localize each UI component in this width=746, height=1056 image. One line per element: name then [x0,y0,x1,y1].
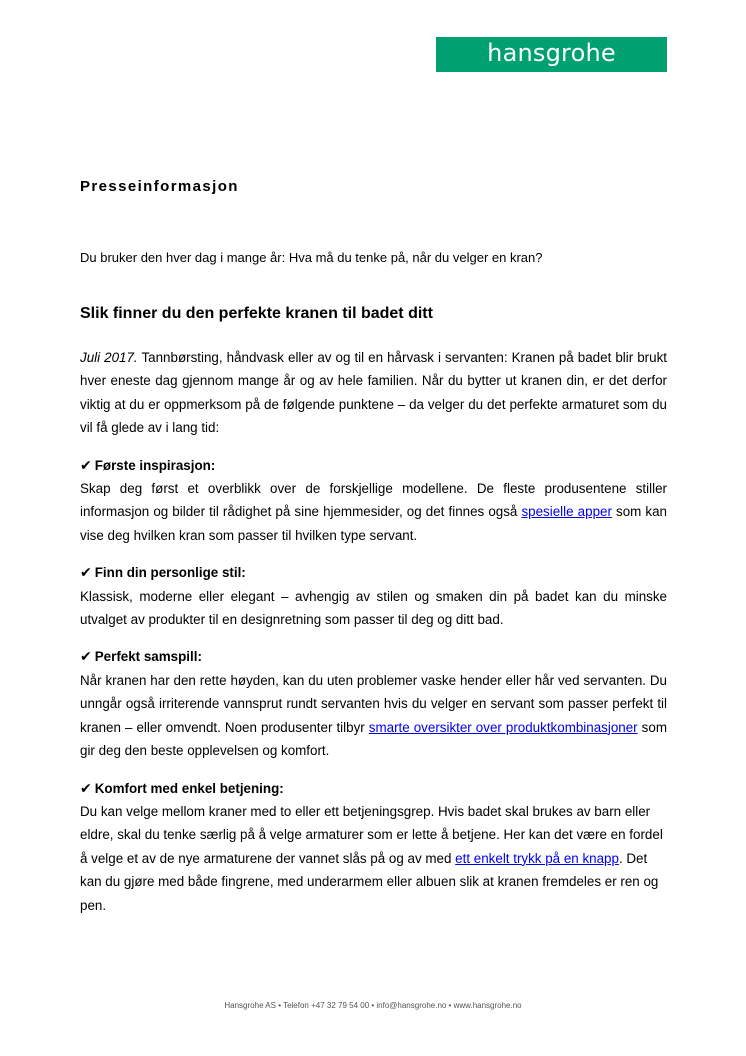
intro-text: Tannbørsting, håndvask eller av og til en hårvask i servanten: Kranen på badet blir brukt hver eneste dag gjennom mange år og av hele familien. Når du bytter ut kranen din, er det derfor viktig at du er oppmerksom på de følgende punktene – da velger du det perfekte armaturet som du vil få glede av i lang tid: [80,350,668,436]
single-press-link[interactable]: ett enkelt trykk på en knapp [455,850,619,866]
lead-text: Du bruker den hver dag i mange år: Hva må du tenke på, når du velger en kran? [80,250,543,265]
article-body [80,346,667,917]
checkmark-icon: ✔ [80,456,92,473]
product-combinations-link[interactable]: smarte oversikter over produktkombinasjoner [368,719,638,735]
section-title-text: Perfekt samspill: [94,649,202,665]
footer-contact: Hansgrohe AS • Telefon +47 32 79 54 00 • info@hansgrohe.no • www.hansgrohe.no [224,1001,522,1010]
headline: Slik finner du den perfekte kranen til badet ditt [80,305,433,322]
section-personal-style [80,561,667,631]
special-apps-link[interactable]: spesielle apper [521,504,612,520]
section-title-text: Første inspirasjon: [94,457,216,473]
checkmark-icon: ✔ [80,564,92,581]
intro-paragraph [80,346,667,440]
section-text [80,669,667,763]
section-text-after: som kan vise deg hvilken kran som passer til hvilken type servant. [80,504,668,543]
section-text-before: Skap deg først et overblikk over de forskjellige modellene. De fleste produsentene stiller informasjon og bilder til rådighet på sine hjemmesider, og det finnes også [80,481,667,520]
section-text [80,477,667,547]
section-first-inspiration [80,454,667,548]
intro-date: Juli 2017. [80,350,138,365]
section-text [80,585,667,632]
section-title-text: Komfort med enkel betjening: [94,780,284,796]
section-text-before: Når kranen har den rette høyden, kan du uten problemer vaske hender eller hår ved servanten. Du unngår også irriterende vannsprut rundt servanten hvis du velger en servant som passer perfekt til kranen – eller omvendt. Noen produsenter tilbyr [80,672,667,735]
section-text-before: Du kan velge mellom kraner med to eller ett betjeningsgrep. Hvis badet skal brukes av barn eller eldre, skal du tenke særlig på å velge armaturer som er lette å betjene. Her kan det være en fordel å velge et av de nye armaturene der vannet slås på og av med [80,803,663,866]
section-text-before: Klassisk, moderne eller elegant – avhengig av stilen og smaken din på badet kan du minske utvalget av produkter til en designretning som passer til deg og ditt bad. [80,588,667,628]
document-type-heading: Presseinformasjon [80,178,239,195]
section-title [80,645,667,668]
section-text-after: . Det kan du gjøre med både fingrene, med underarmem eller albuen slik at kranen fremdeles er ren og pen. [80,850,659,913]
checkmark-icon: ✔ [80,648,92,665]
checkmark-icon: ✔ [80,779,92,796]
hansgrohe-logo: hansgrohe [436,37,667,72]
section-comfort-operation [80,777,667,917]
section-text [80,800,667,917]
section-perfect-interplay [80,645,667,762]
section-title [80,777,667,800]
section-title [80,454,667,477]
section-title [80,561,667,584]
section-text-after: som gir deg den beste opplevelsen og komfort. [80,719,667,759]
section-title-text: Finn din personlige stil: [94,565,246,581]
